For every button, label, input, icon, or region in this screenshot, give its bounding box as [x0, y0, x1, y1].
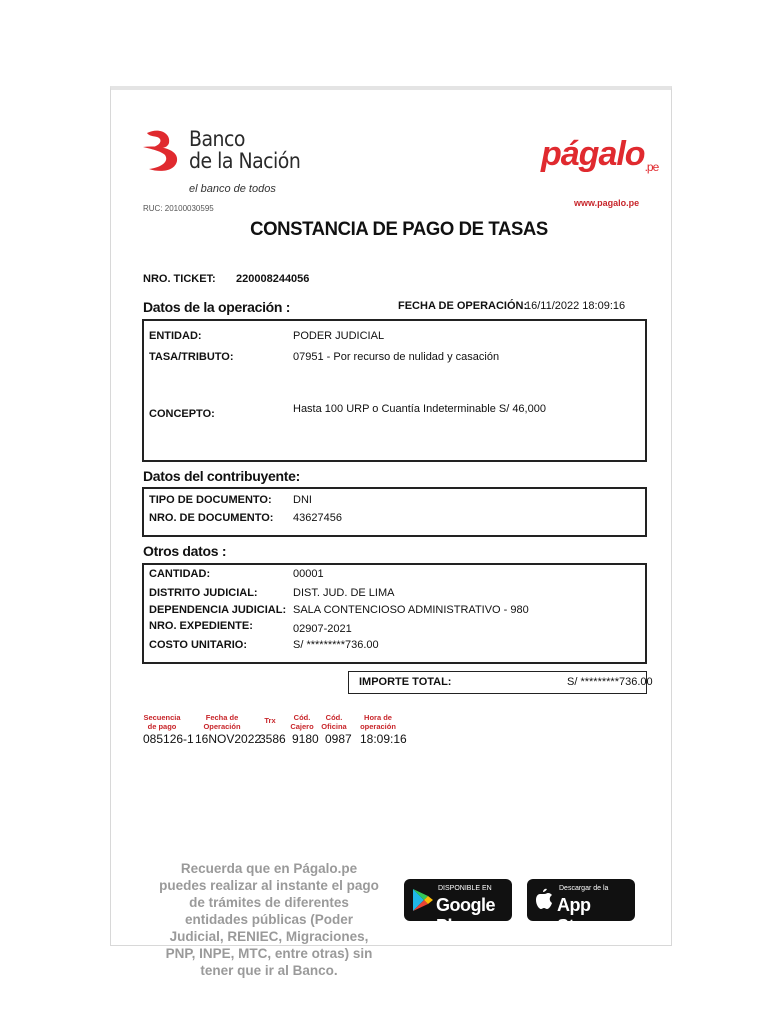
concepto-label: CONCEPTO:: [149, 408, 215, 420]
operation-date-value: 16/11/2022 18:09:16: [525, 300, 626, 312]
app-store-button[interactable]: [527, 879, 635, 936]
bank-name-line2: de la Nación: [189, 149, 301, 173]
pagalo-logo-suffix: .pe: [644, 159, 659, 174]
hora-value: 18:09:16: [360, 732, 407, 746]
trx-value: 3586: [259, 732, 286, 746]
cantidad-label: CANTIDAD:: [149, 568, 211, 580]
entidad-value: PODER JUDICIAL: [293, 330, 385, 342]
otros-section-title: Otros datos :: [143, 543, 227, 559]
dependencia-label: DEPENDENCIA JUDICIAL:: [149, 604, 287, 616]
banco-nacion-logo-icon: [141, 127, 185, 173]
ruc-number: RUC: 20100030595: [143, 204, 214, 213]
distrito-value: DIST. JUD. DE LIMA: [293, 587, 395, 599]
expediente-value: 02907-2021: [293, 623, 352, 635]
google-play-small-text: DISPONIBLE EN: [438, 885, 492, 892]
cajero-header: Cód. Cajero: [290, 713, 314, 731]
hora-header: Hora de operación: [360, 713, 396, 731]
operation-section-title: Datos de la operación :: [143, 299, 291, 315]
cajero-value: 9180: [292, 732, 319, 746]
oficina-header: Cód. Oficina: [321, 713, 347, 731]
secuencia-value: 085126-1: [143, 732, 194, 746]
bank-name: [189, 128, 300, 172]
tasa-value: 07951 - Por recurso de nulidad y casación: [293, 351, 500, 363]
total-label: IMPORTE TOTAL:: [359, 676, 452, 688]
tipo-documento-value: DNI: [293, 494, 312, 506]
nro-documento-value: 43627456: [293, 512, 342, 524]
google-play-big-text: Google Play: [436, 895, 495, 936]
secuencia-header: Secuencia de pago: [143, 713, 181, 731]
dependencia-value: SALA CONTENCIOSO ADMINISTRATIVO - 980: [293, 604, 529, 616]
fecha-header: Fecha de Operación: [203, 713, 241, 731]
pagalo-url: www.pagalo.pe: [574, 198, 640, 208]
concepto-value: Hasta 100 URP o Cuantía Indeterminable S/ 46,000: [293, 403, 546, 415]
google-play-button[interactable]: [404, 879, 512, 936]
ticket-label: NRO. TICKET:: [143, 273, 216, 285]
pagalo-logo: [541, 135, 658, 176]
contribuyente-section-title: Datos del contribuyente:: [143, 468, 300, 484]
app-store-small-text: Descargar de la: [559, 885, 609, 892]
app-store-big-text: App Store: [557, 895, 601, 936]
operation-date-label: FECHA DE OPERACIÓN:: [398, 300, 528, 312]
cantidad-value: 00001: [293, 568, 324, 580]
total-value: S/ *********736.00: [567, 676, 653, 688]
bank-slogan: el banco de todos: [189, 183, 276, 195]
trx-header: Trx: [264, 716, 276, 725]
footer-promo-text: Recuerda que en Págalo.pe puedes realizar al instante el pago de trámites de diferentes entidades públicas (Poder Judicial, RENIEC, Migraciones, PNP, INPE, MTC, entre otras) sin tener que ir al Banco.: [159, 861, 379, 978]
bank-name-line1: Banco: [189, 127, 245, 151]
costo-value: S/ *********736.00: [293, 639, 379, 651]
oficina-value: 0987: [325, 732, 352, 746]
tipo-documento-label: TIPO DE DOCUMENTO:: [149, 494, 272, 506]
operation-box: [142, 319, 647, 462]
fecha-value: 16NOV2022: [195, 732, 262, 746]
document-title: CONSTANCIA DE PAGO DE TASAS: [250, 218, 548, 240]
payment-receipt-document: [110, 86, 672, 978]
costo-label: COSTO UNITARIO:: [149, 639, 247, 651]
tasa-label: TASA/TRIBUTO:: [149, 351, 234, 363]
nro-documento-label: NRO. DE DOCUMENTO:: [149, 512, 274, 524]
ticket-value: 220008244056: [236, 273, 310, 285]
google-play-icon: [412, 888, 434, 912]
pagalo-logo-text: págalo: [541, 135, 645, 173]
entidad-label: ENTIDAD:: [149, 330, 202, 342]
expediente-label: NRO. EXPEDIENTE:: [149, 620, 253, 632]
distrito-label: DISTRITO JUDICIAL:: [149, 587, 258, 599]
apple-icon: [535, 887, 553, 911]
